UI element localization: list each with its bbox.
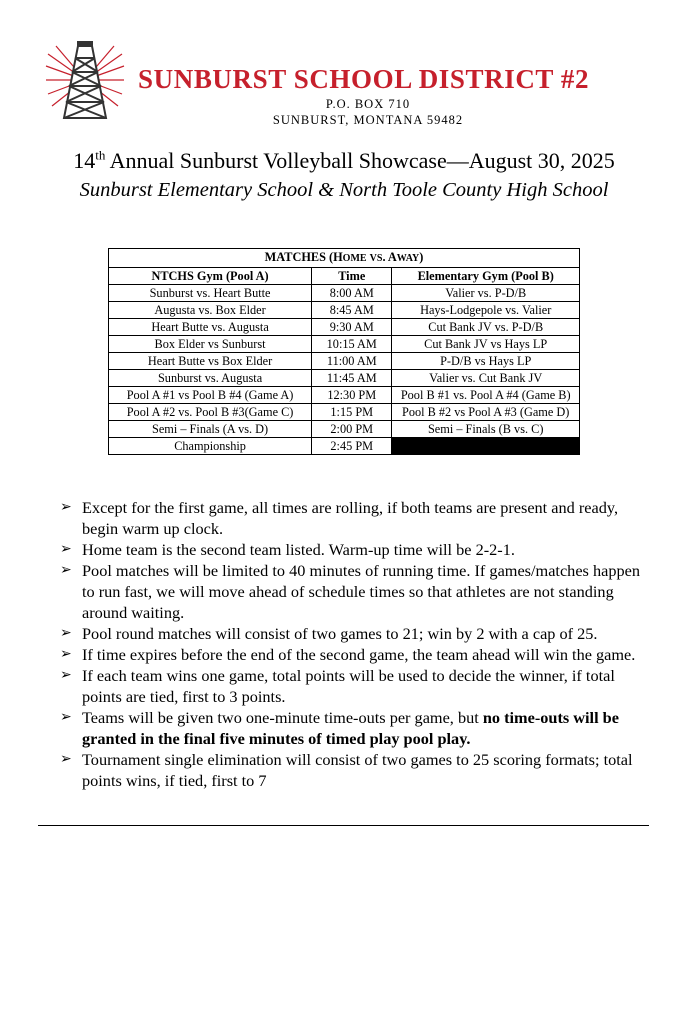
list-item (60, 707, 650, 749)
caption-part: VS (369, 253, 383, 264)
rule-text: If each team wins one game, total points will be used to decide the winner, if total points are tied, first to 3 points. (82, 666, 615, 706)
list-item (60, 560, 650, 623)
pool-b-match: P-D/B vs Hays LP (392, 353, 580, 370)
rules-list (60, 497, 650, 791)
list-item (60, 539, 650, 560)
header-pool-a: NTCHS Gym (Pool A) (109, 268, 312, 285)
page-subtitle: Sunburst Elementary School & North Toole County High School (79, 179, 609, 201)
caption-part: OME (342, 253, 367, 264)
pool-b-match: Valier vs. P-D/B (392, 285, 580, 302)
table-row (109, 336, 580, 353)
pool-a-match: Box Elder vs Sunburst (109, 336, 312, 353)
match-time: 10:15 AM (312, 336, 392, 353)
table-caption (109, 249, 580, 268)
pool-a-match: Pool A #2 vs. Pool B #3(Game C) (109, 404, 312, 421)
match-time: 11:00 AM (312, 353, 392, 370)
title-text: Annual Sunburst Volleyball Showcase—August 30, 2025 (105, 148, 615, 173)
rule-text: Home team is the second team listed. Warm-up time will be 2-2-1. (82, 540, 515, 559)
pool-b-match: Cut Bank JV vs. P-D/B (392, 319, 580, 336)
pool-a-match: Semi – Finals (A vs. D) (109, 421, 312, 438)
oil-derrick-icon (44, 40, 126, 122)
title-ordinal-suffix: th (95, 147, 106, 163)
pool-a-match: Heart Butte vs Box Elder (109, 353, 312, 370)
table-header-row (109, 268, 580, 285)
caption-part: WAY (396, 253, 420, 264)
arrow-bullet-icon: ➢ (60, 647, 72, 662)
pool-a-match: Heart Butte vs. Augusta (109, 319, 312, 336)
pool-b-match: Cut Bank JV vs Hays LP (392, 336, 580, 353)
rule-text: Tournament single elimination will consist of two games to 25 scoring formats; total points wins, if tied, first to 7 (82, 750, 633, 790)
championship-label: Championship (109, 438, 312, 455)
rule-text: Pool round matches will consist of two games to 21; win by 2 with a cap of 25. (82, 624, 598, 643)
match-time: 8:00 AM (312, 285, 392, 302)
list-item (60, 665, 650, 707)
match-time: 8:45 AM (312, 302, 392, 319)
address-line-2: SUNBURST, MONTANA 59482 (272, 113, 464, 127)
rule-bold-text: no time-outs will be granted in the final five minutes of timed play pool play. (82, 708, 619, 748)
pool-a-match: Sunburst vs. Augusta (109, 370, 312, 387)
match-time: 9:30 AM (312, 319, 392, 336)
match-time: 2:00 PM (312, 421, 392, 438)
address-line-1: P.O. BOX 710 (325, 97, 411, 111)
header-time: Time (312, 268, 392, 285)
match-time: 12:30 PM (312, 387, 392, 404)
arrow-bullet-icon: ➢ (60, 710, 72, 725)
arrow-bullet-icon: ➢ (60, 752, 72, 767)
bottom-divider (38, 825, 649, 826)
rule-text: Teams will be given two one-minute time-outs per game, but (82, 708, 483, 727)
arrow-bullet-icon: ➢ (60, 542, 72, 557)
table-row (109, 387, 580, 404)
header-pool-b: Elementary Gym (Pool B) (392, 268, 580, 285)
page-title (0, 148, 688, 174)
arrow-bullet-icon: ➢ (60, 668, 72, 683)
table-row (109, 421, 580, 438)
pool-a-match: Pool A #1 vs Pool B #4 (Game A) (109, 387, 312, 404)
caption-part: MATCHES (H (264, 250, 343, 264)
pool-b-match: Hays-Lodgepole vs. Valier (392, 302, 580, 319)
table-row (109, 285, 580, 302)
rule-text: Except for the first game, all times are rolling, if both teams are present and ready, begin warm up clock. (82, 498, 619, 538)
match-schedule-table (108, 248, 580, 455)
table-row (109, 370, 580, 387)
match-time: 1:15 PM (312, 404, 392, 421)
list-item (60, 749, 650, 791)
table-row (109, 404, 580, 421)
arrow-bullet-icon: ➢ (60, 626, 72, 641)
list-item (60, 497, 650, 539)
list-item (60, 623, 650, 644)
pool-b-match: Pool B #2 vs Pool A #3 (Game D) (392, 404, 580, 421)
table-row (109, 319, 580, 336)
pool-a-match: Augusta vs. Box Elder (109, 302, 312, 319)
pool-b-match: Valier vs. Cut Bank JV (392, 370, 580, 387)
match-time: 11:45 AM (312, 370, 392, 387)
caption-part: . A (382, 250, 397, 264)
pool-a-match: Sunburst vs. Heart Butte (109, 285, 312, 302)
list-item (60, 644, 650, 665)
arrow-bullet-icon: ➢ (60, 500, 72, 515)
table-row (109, 302, 580, 319)
caption-part: ) (419, 250, 424, 264)
rule-text: If time expires before the end of the second game, the team ahead will win the game. (82, 645, 636, 664)
district-name: SUNBURST SCHOOL DISTRICT #2 (138, 64, 590, 94)
pool-b-match: Pool B #1 vs. Pool A #4 (Game B) (392, 387, 580, 404)
table-caption-row (109, 249, 580, 268)
pool-b-match: Semi – Finals (B vs. C) (392, 421, 580, 438)
rule-text: Pool matches will be limited to 40 minutes of running time. If games/matches happen to run fast, we will move ahead of schedule times so that athletes are not standing around waiting. (82, 561, 640, 622)
arrow-bullet-icon: ➢ (60, 563, 72, 578)
blacked-out-cell (392, 438, 580, 455)
match-time: 2:45 PM (312, 438, 392, 455)
table-row (109, 438, 580, 455)
table-row (109, 353, 580, 370)
title-ordinal: 14 (73, 148, 96, 173)
